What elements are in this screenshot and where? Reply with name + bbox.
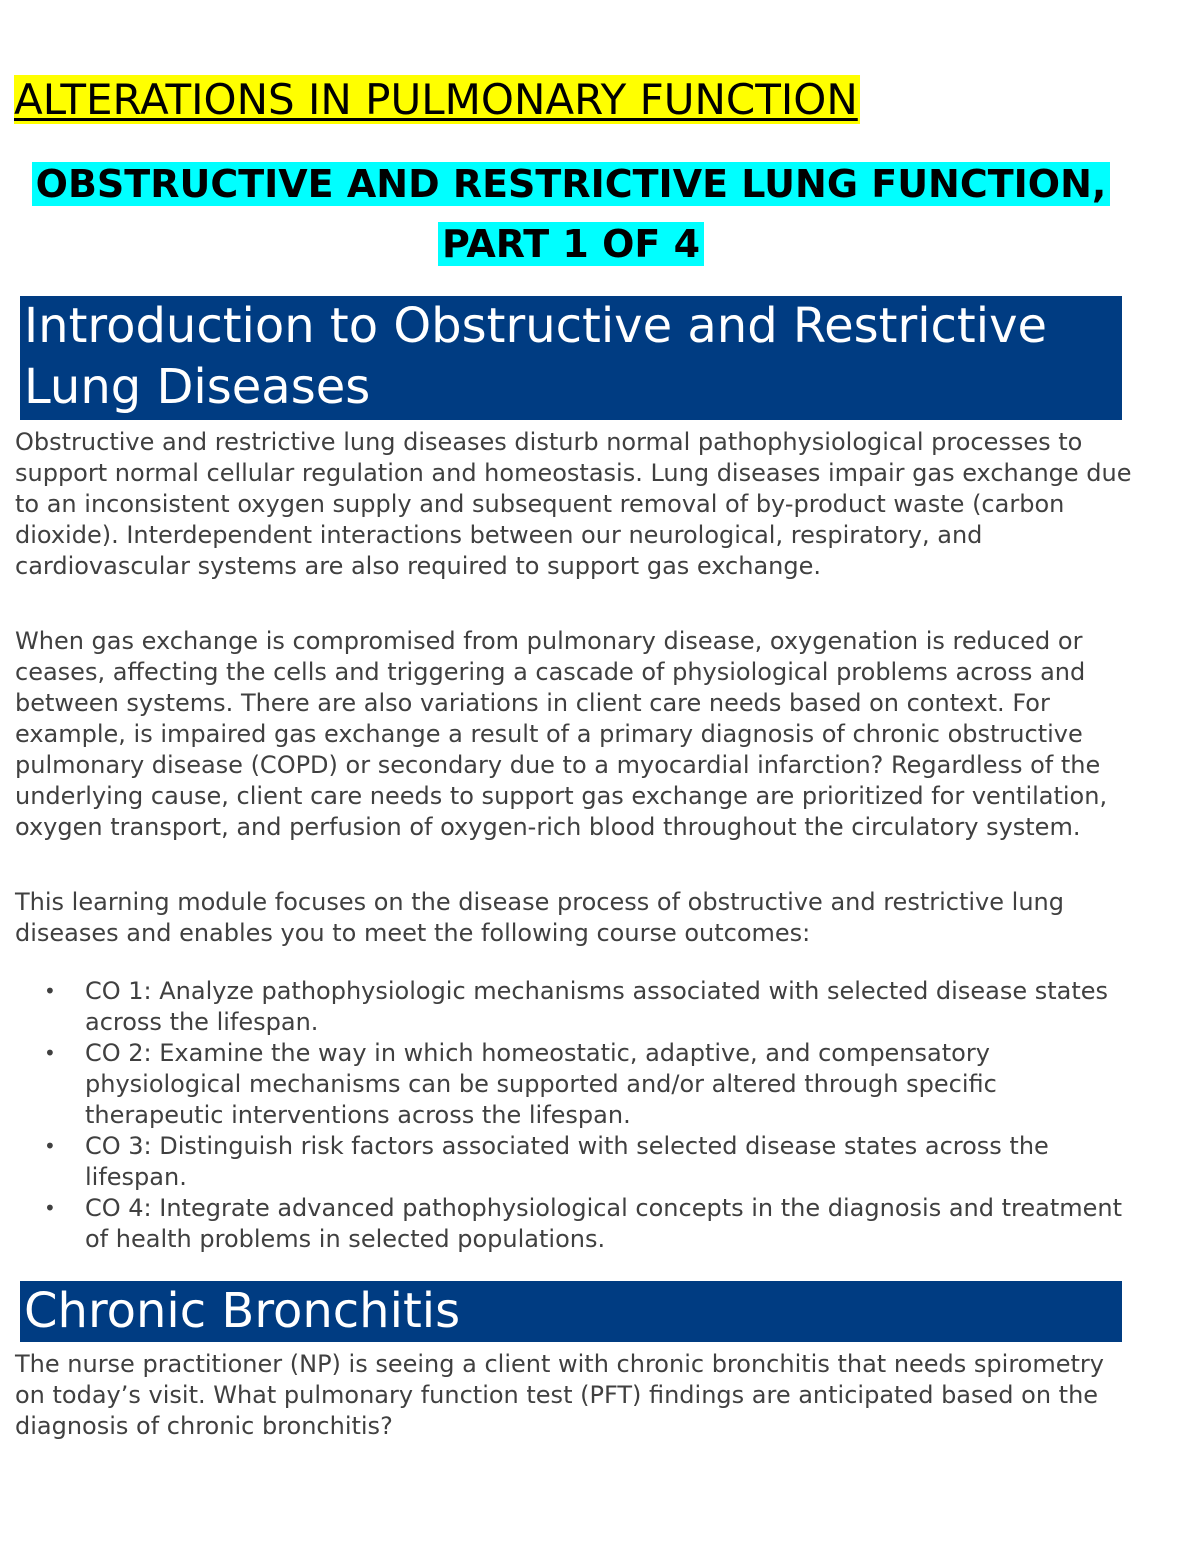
intro-paragraph-3: This learning module focuses on the disease process of obstructive and restrictive lung diseases and enables you to meet the following course outcomes:: [15, 888, 1064, 947]
list-item-co4: [0, 1193, 1140, 1255]
document-title-text: ALTERATIONS IN PULMONARY FUNCTION: [14, 75, 858, 124]
bullet-icon: •: [44, 1134, 56, 1158]
document-subtitle-text: OBSTRUCTIVE AND RESTRICTIVE LUNG FUNCTION, PART 1 OF 4: [32, 162, 1111, 266]
intro-paragraph-2: When gas exchange is compromised from pulmonary disease, oxygenation is reduced or ceases, affecting the cells and triggering a cascade of physiological problems across and between systems. There are also variations in client care needs based on context. For example, is impaired gas exchange a result of a primary diagnosis of chronic obstructive pulmonary disease (COPD) or secondary due to a myocardial infarction? Regardless of the underlying cause, client care needs to support gas exchange are prioritized for ventilation, oxygen transport, and perfusion of oxygen-rich blood throughout the circulatory system.: [15, 627, 1108, 841]
outcome-text: CO 2: Examine the way in which homeostatic, adaptive, and compensatory physiological mechanisms can be supported and/or altered through specific therapeutic interventions across the lifespan.: [85, 1039, 997, 1129]
outcome-text: CO 1: Analyze pathophysiologic mechanisms associated with selected disease states across the lifespan.: [85, 977, 1109, 1036]
outcome-text: CO 4: Integrate advanced pathophysiological concepts in the diagnosis and treatment of health problems in selected populations.: [85, 1194, 1123, 1253]
course-outcomes-list: [0, 976, 1140, 1255]
bullet-icon: •: [44, 1196, 56, 1220]
list-item-co3: [0, 1131, 1140, 1193]
list-item-co1: [0, 976, 1140, 1038]
outcome-text: CO 3: Distinguish risk factors associated with selected disease states across the lifespan.: [85, 1132, 1049, 1191]
document-subtitle: [20, 154, 1122, 274]
section-heading-chronic-bronchitis: Chronic Bronchitis: [20, 1281, 1122, 1342]
section-heading-introduction: Introduction to Obstructive and Restrictive Lung Diseases: [20, 296, 1122, 420]
list-item-co2: [0, 1038, 1140, 1131]
document-title: [14, 70, 860, 130]
bullet-icon: •: [44, 1041, 56, 1065]
bullet-icon: •: [44, 979, 56, 1003]
intro-paragraph-1: Obstructive and restrictive lung diseases disturb normal pathophysiological processes to support normal cellular regulation and homeostasis. Lung diseases impair gas exchange due to an inconsistent oxygen supply and subsequent removal of by-product waste (carbon dioxide). Interdependent interactions between our neurological, respiratory, and cardiovascular systems are also required to support gas exchange.: [15, 428, 1132, 580]
bronchitis-paragraph-1: The nurse practitioner (NP) is seeing a client with chronic bronchitis that needs spirometry on today’s visit. What pulmonary function test (PFT) findings are anticipated based on the diagnosis of chronic bronchitis?: [15, 1350, 1104, 1440]
